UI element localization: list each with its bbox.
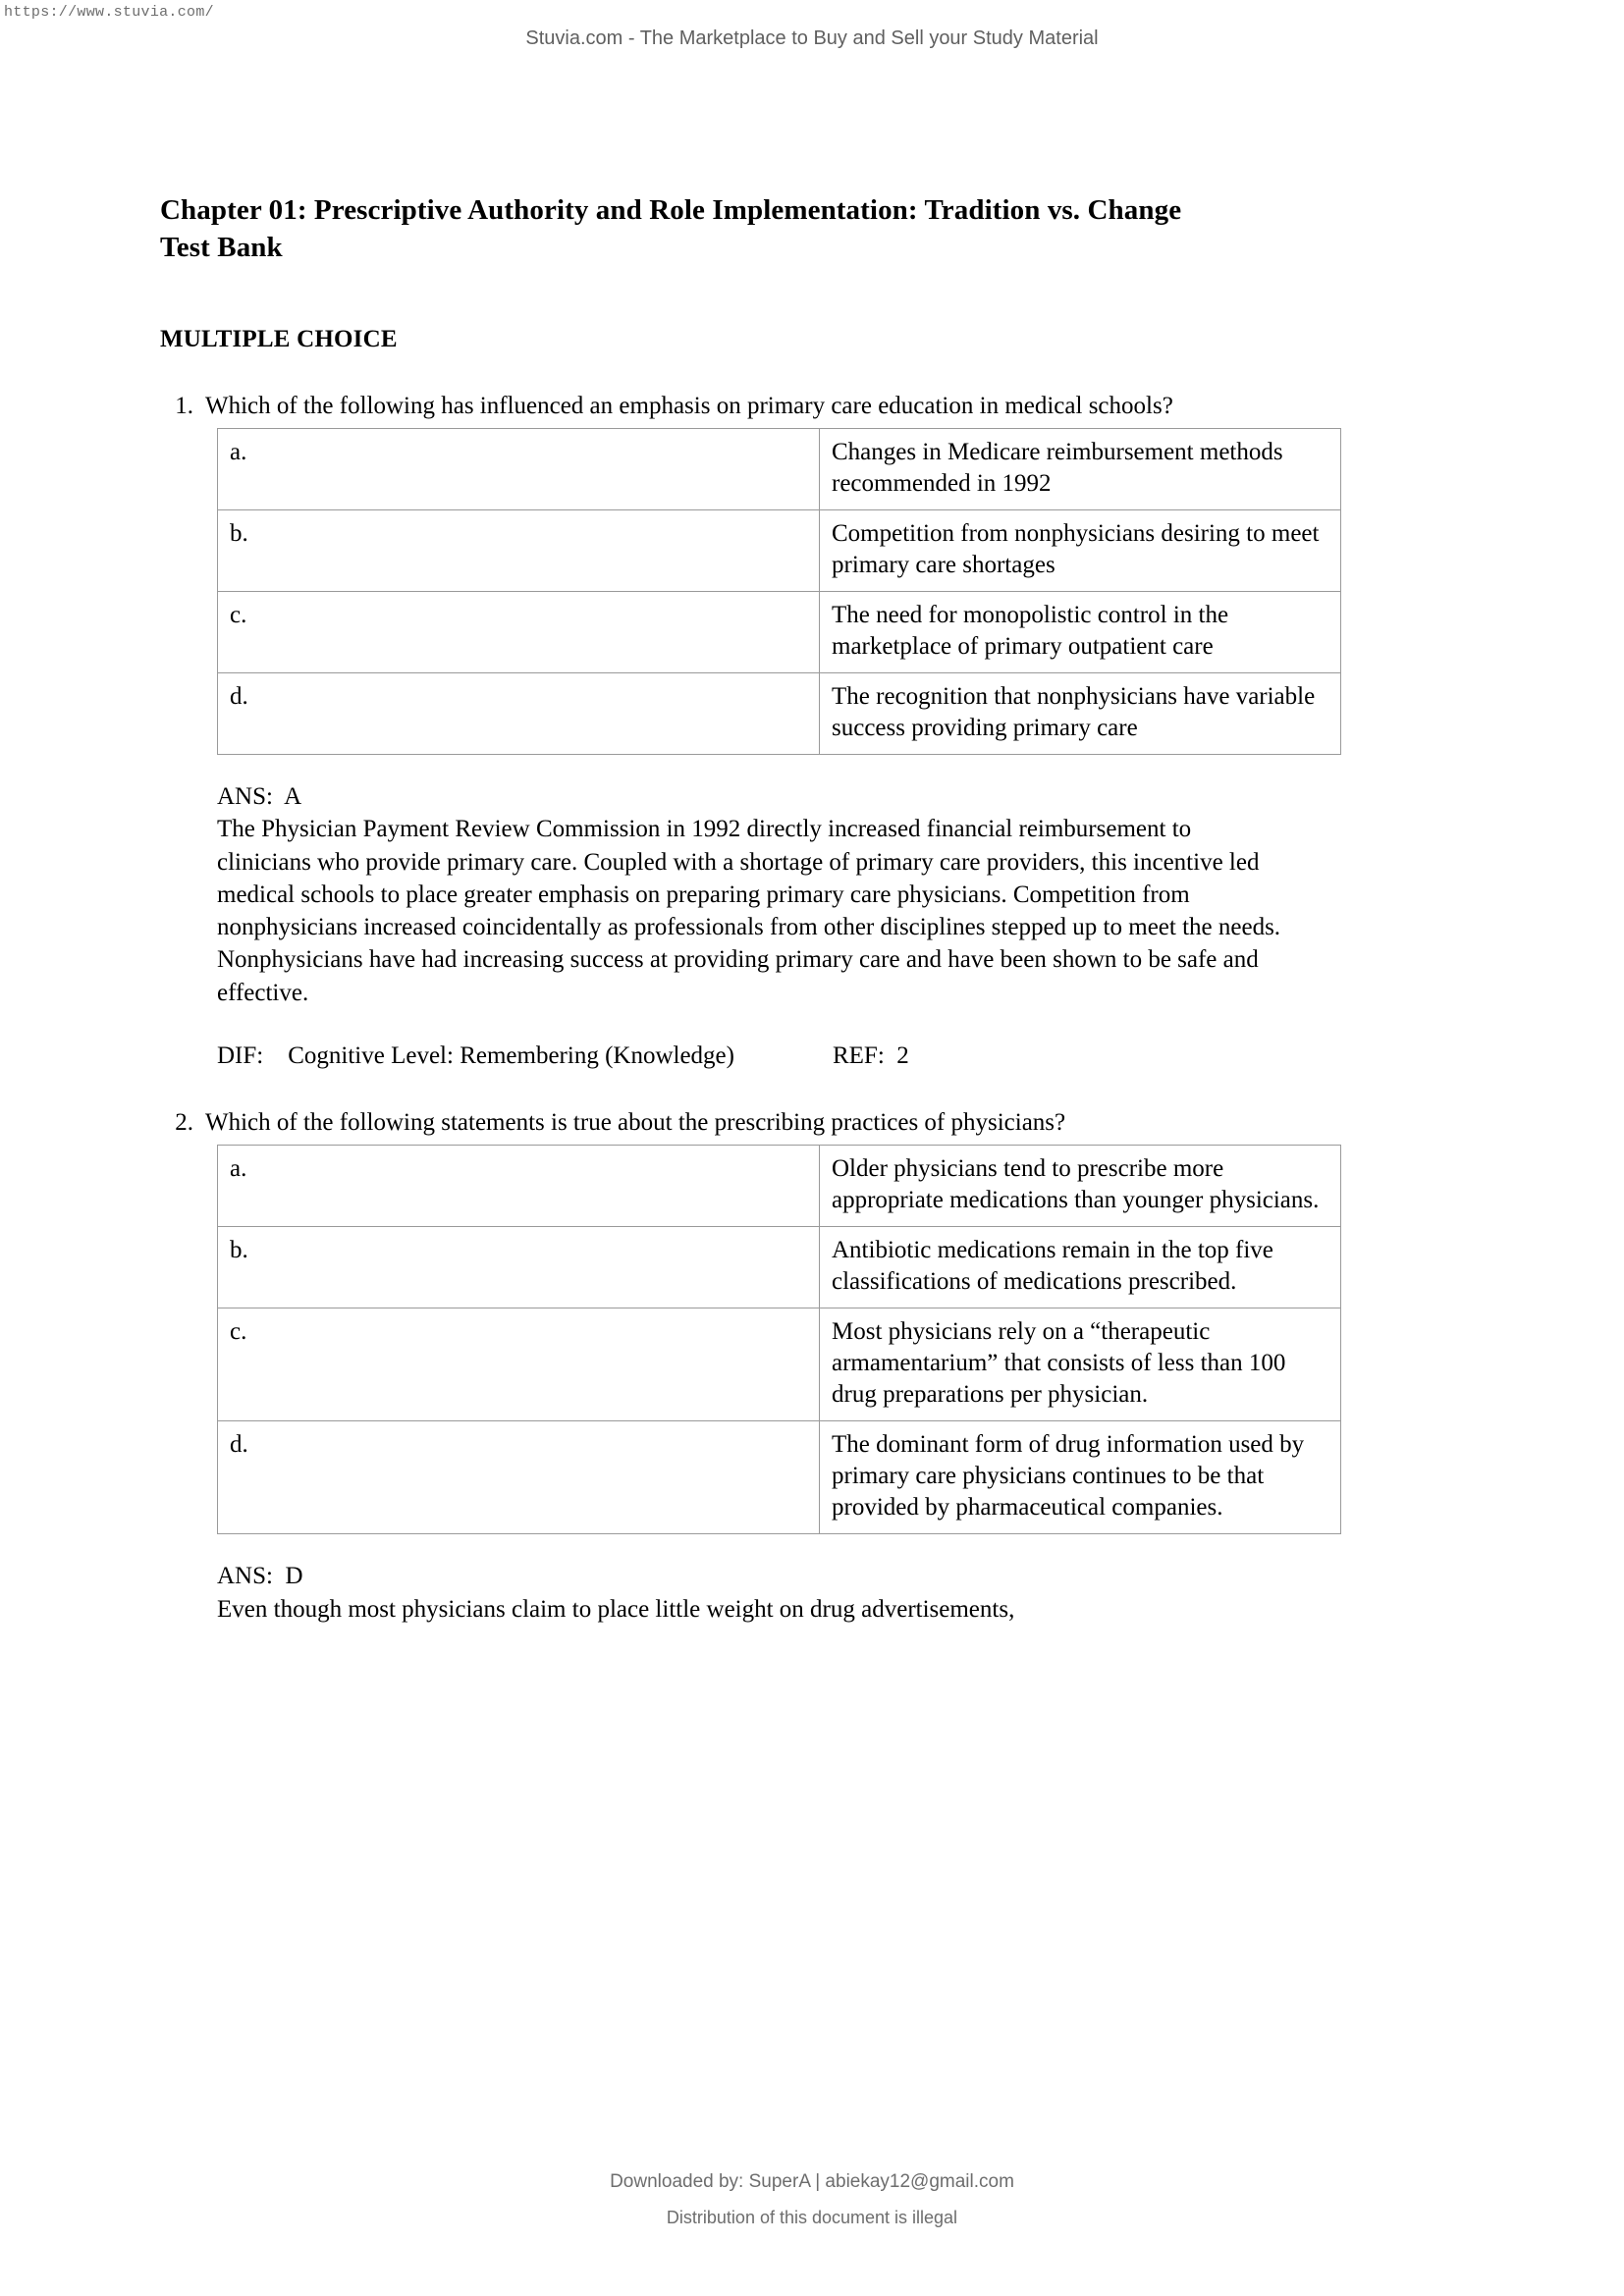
document-content — [160, 191, 1436, 1626]
choice-text: Changes in Medicare reimbursement methods recommended in 1992 — [820, 429, 1341, 510]
footer-distribution-notice: Distribution of this document is illegal — [666, 2208, 958, 2227]
table-row — [218, 429, 1341, 510]
question-text: Which of the following statements is true about the prescribing practices of physicians? — [205, 1108, 1066, 1136]
question-row — [160, 1107, 1436, 1140]
choice-text: The recognition that nonphysicians have variable success providing primary care — [820, 673, 1341, 755]
answer-choices-table — [217, 1145, 1341, 1534]
choice-letter: d. — [218, 1421, 820, 1534]
difficulty-reference-line: DIF: Cognitive Level: Remembering (Knowledge) REF: 2 — [217, 1041, 909, 1069]
table-row — [218, 592, 1341, 673]
question-number: 2. — [175, 1108, 193, 1136]
page-title-line-1: Chapter 01: Prescriptive Authority and Role Implementation: Tradition vs. Change — [160, 194, 1182, 226]
choice-letter: c. — [218, 1308, 820, 1421]
question-text: Which of the following has influenced an emphasis on primary care education in medical schools? — [205, 392, 1173, 419]
answer-label: ANS: A — [217, 783, 302, 811]
table-row — [218, 1146, 1341, 1227]
choice-letter: a. — [218, 1146, 820, 1227]
choice-text: Older physicians tend to prescribe more appropriate medications than younger physicians. — [820, 1146, 1341, 1227]
answer-rationale: Even though most physicians claim to place little weight on drug advertisements, — [217, 1595, 1015, 1623]
choice-letter: d. — [218, 673, 820, 755]
table-row — [218, 1421, 1341, 1534]
choice-text: The dominant form of drug information used by primary care physicians continues to be that provided by pharmaceutical companies. — [820, 1421, 1341, 1534]
choice-letter: c. — [218, 592, 820, 673]
choice-letter: b. — [218, 1227, 820, 1308]
question-block — [160, 1107, 1436, 1626]
table-row — [218, 1227, 1341, 1308]
choice-text: Competition from nonphysicians desiring to meet primary care shortages — [820, 510, 1341, 592]
site-header: Stuvia.com - The Marketplace to Buy and Sell your Study Material — [525, 27, 1099, 49]
choice-text: The need for monopolistic control in the marketplace of primary outpatient care — [820, 592, 1341, 673]
source-url-stamp: https://www.stuvia.com/ — [4, 4, 214, 21]
choice-letter: a. — [218, 429, 820, 510]
choice-text: Antibiotic medications remain in the top five classifications of medications prescribed. — [820, 1227, 1341, 1308]
section-heading: MULTIPLE CHOICE — [160, 325, 398, 352]
question-row — [160, 391, 1436, 423]
table-row — [218, 510, 1341, 592]
table-row — [218, 673, 1341, 755]
choice-text: Most physicians rely on a “therapeutic armamentarium” that consists of less than 100 drug preparations per physician. — [820, 1308, 1341, 1421]
answer-block — [217, 780, 1287, 1009]
answer-choices-table — [217, 428, 1341, 755]
answer-rationale: The Physician Payment Review Commission in 1992 directly increased financial reimbursement to clinicians who provide primary care. Coupled with a shortage of primary care providers, this incentive led medical schools to place greater emphasis on preparing primary care physicians. Competition from nonphysicians increased coincidentally as professionals from other disciplines stepped up to meet the needs. Nonphysicians have had increasing success at providing primary care and have been shown to be safe and effective. — [217, 816, 1281, 1006]
choice-letter: b. — [218, 510, 820, 592]
table-row — [218, 1308, 1341, 1421]
page-title — [160, 191, 1436, 267]
footer-download-info: Downloaded by: SuperA | abiekay12@gmail.com — [610, 2171, 1014, 2192]
answer-label: ANS: D — [217, 1563, 303, 1590]
page-title-line-2: Test Bank — [160, 232, 283, 264]
answer-block — [217, 1560, 1287, 1626]
question-block — [160, 391, 1436, 1070]
question-number: 1. — [175, 392, 193, 419]
